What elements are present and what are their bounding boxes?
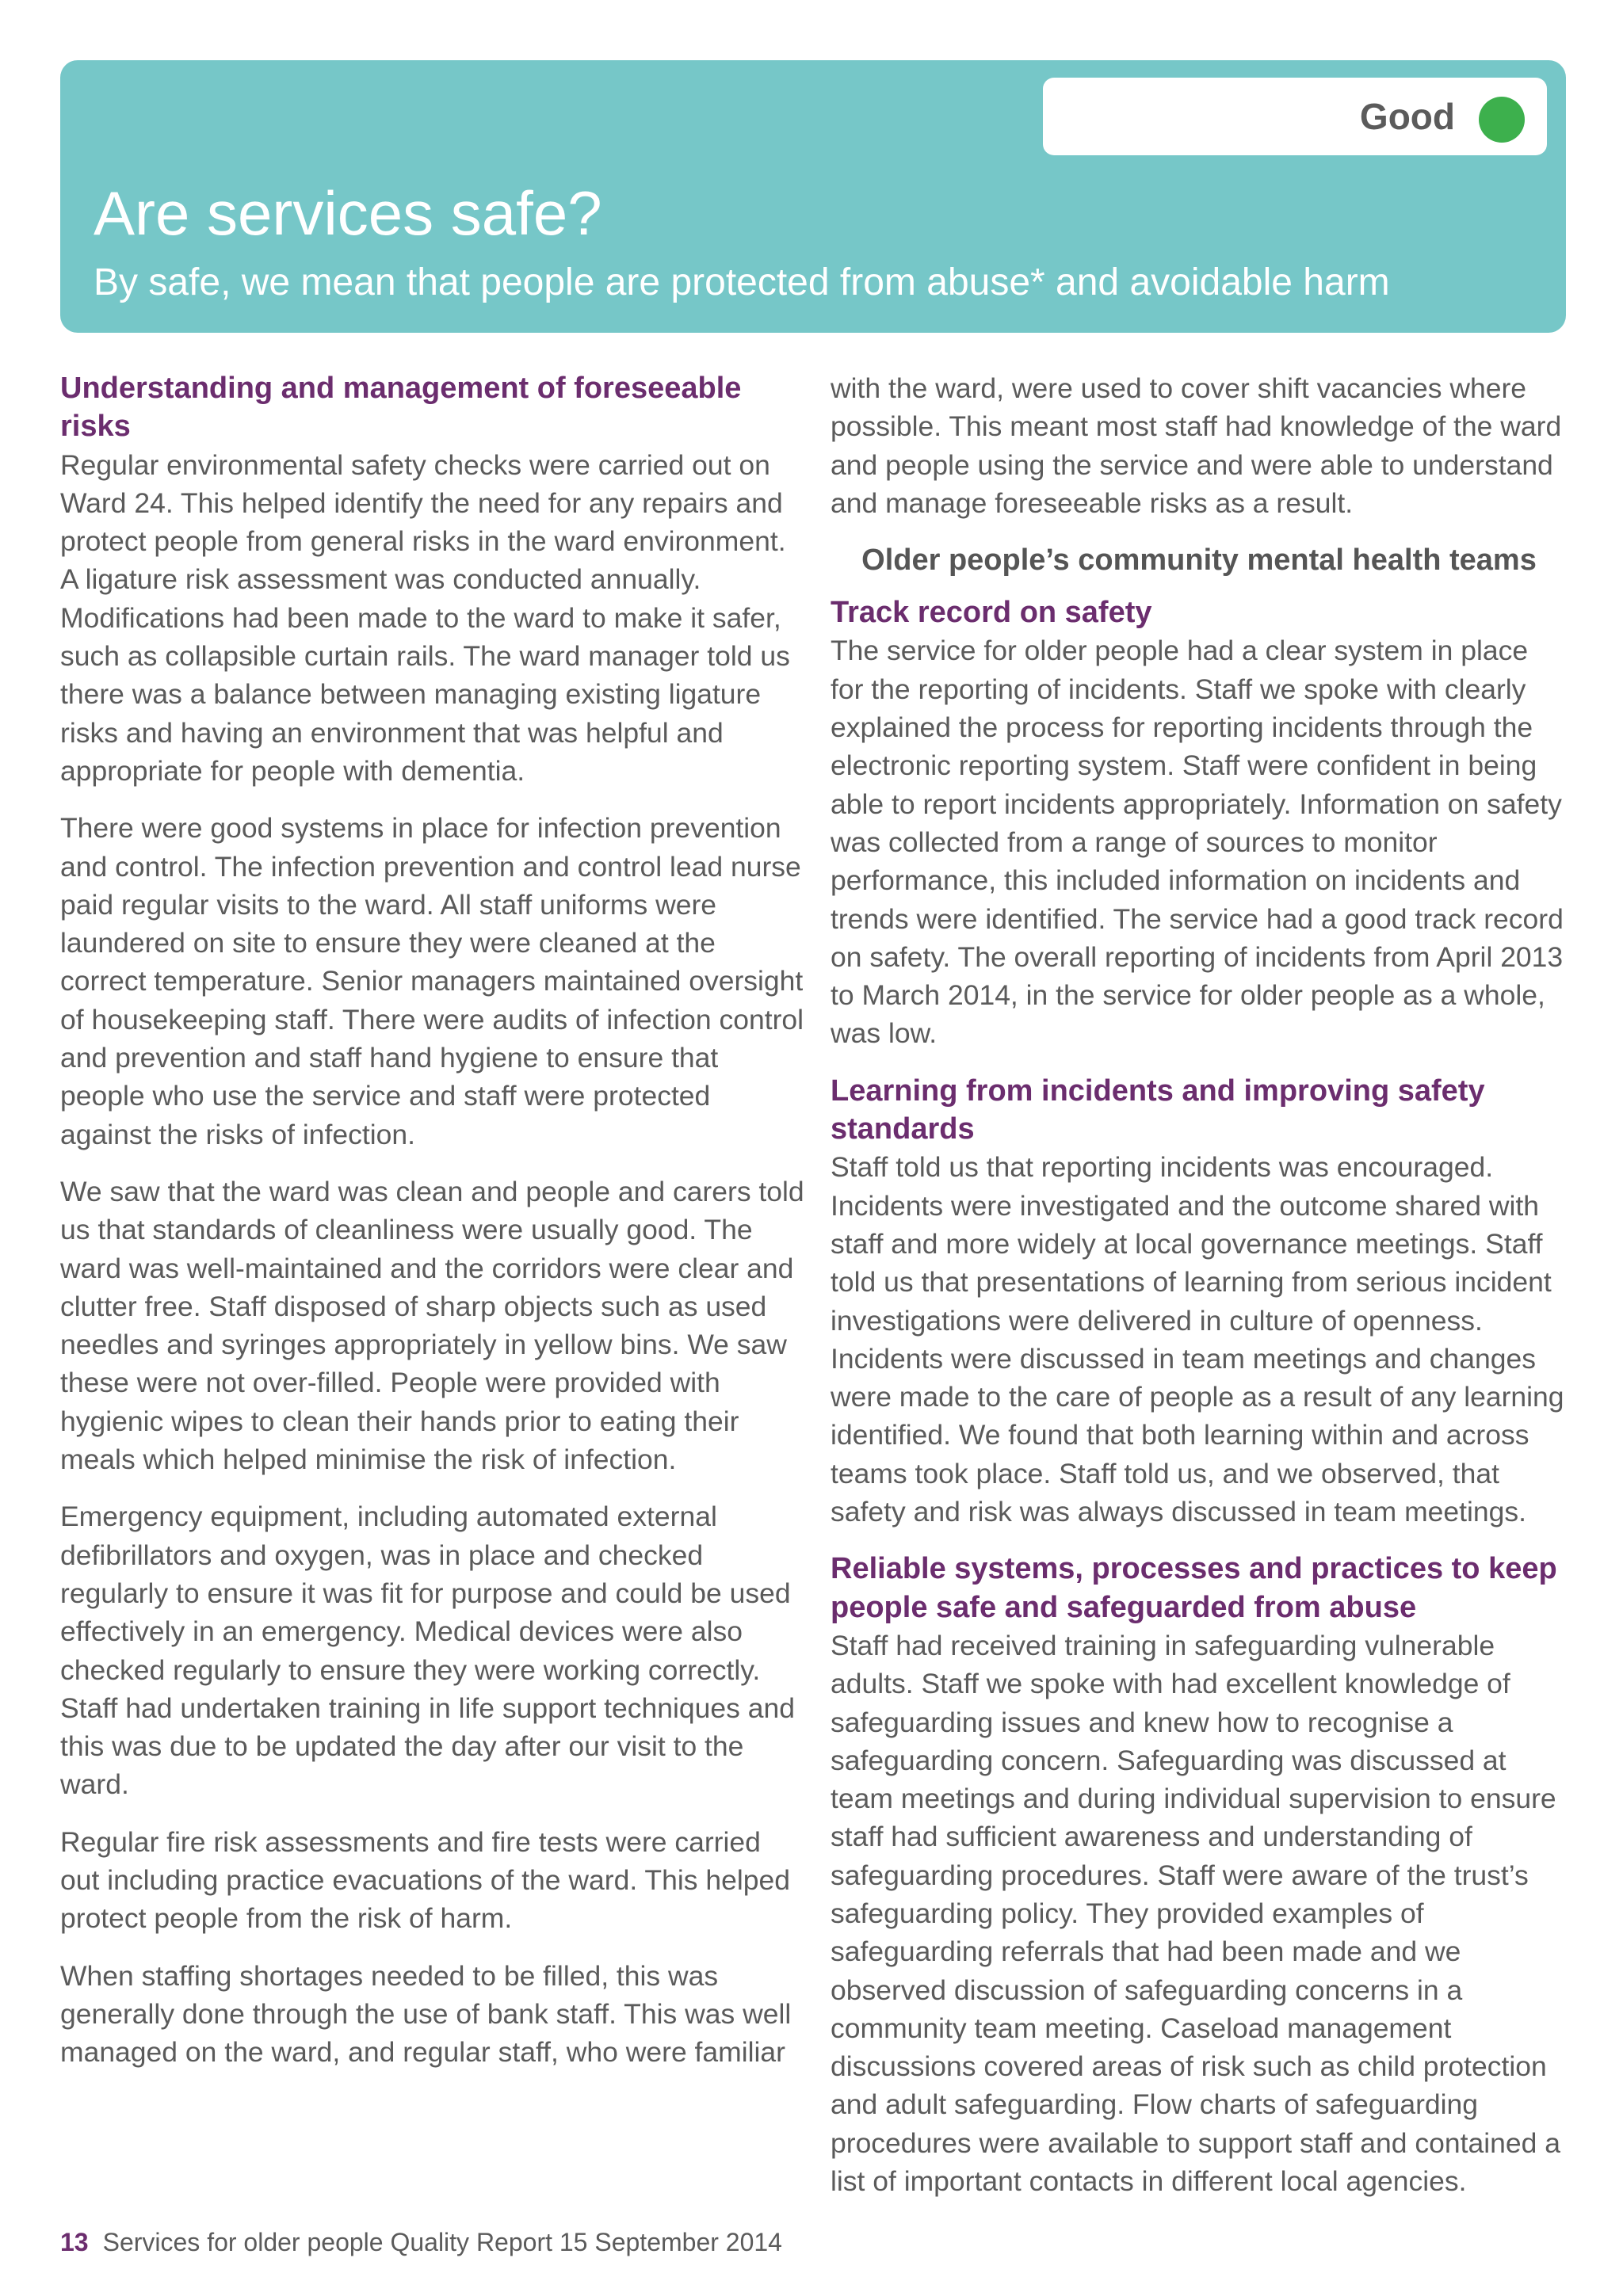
rating-dot-icon	[1479, 97, 1525, 143]
paragraph: Regular environmental safety checks were carried out on Ward 24. This helped identify the need for any repairs and protect people from general risks in the ward environment. A ligature risk assessment was conducted annually. Modifications had been made to the ward to make it safer, such as collapsible curtain rails. The ward manager told us there was a balance between managing existing ligature risks and having an environment that was helpful and appropriate for people with dementia.	[60, 448, 790, 787]
heading-learning-from-incidents: Learning from incidents and improving safety standards	[831, 1074, 1485, 1146]
section-heading-community-teams: Older people’s community mental health teams	[861, 543, 1537, 578]
paragraph: Emergency equipment, including automated external defibrillators and oxygen, was in place and checked regularly to ensure it was fit for purpose and could be used effectively in an emergency. Medical devices were also checked regularly to ensure they were working correctly. Staff had undertaken training in life support techniques and this was due to be updated the day after our visit to the ward.	[60, 1501, 795, 1801]
rating-label: Good	[1359, 96, 1455, 137]
left-column	[60, 369, 805, 2090]
paragraph: with the ward, were used to cover shift vacancies where possible. This meant most staff had knowledge of the ward and people using the service and were able to understand and manage foreseeable risks as a result.	[831, 372, 1562, 519]
heading-reliable-systems: Reliable systems, processes and practices to keep people safe and safeguarded from abuse	[831, 1552, 1557, 1624]
page-subtitle: By safe, we mean that people are protected from abuse* and avoidable harm	[94, 261, 1390, 303]
page-footer	[60, 2226, 782, 2258]
paragraph: Regular fire risk assessments and fire tests were carried out including practice evacuations of the ward. This helped protect people from the risk of harm.	[60, 1825, 790, 1935]
paragraph: The service for older people had a clear system in place for the reporting of incidents. Staff we spoke with clearly explained the process for reporting incidents through the electronic reporting system. Staff were confident in being able to report incidents appropriately. Information on safety was collected from a range of sources to monitor performance, this included information on incidents and trends were identified. The service had a good track record on safety. The overall reporting of incidents from April 2013 to March 2014, in the service for older people as a whole, was low.	[831, 635, 1564, 1050]
page-title: Are services safe?	[94, 178, 602, 248]
rating-badge	[1043, 78, 1547, 155]
paragraph: There were good systems in place for infection prevention and control. The infection prevention and control lead nurse paid regular visits to the ward. All staff uniforms were laundered on site to ensure they were cleaned at the correct temperature. Senior managers maintained oversight of housekeeping staff. There were audits of infection control and prevention and staff hand hygiene to ensure that people who use the service and staff were protected against the risks of infection.	[60, 812, 804, 1150]
paragraph: Staff had received training in safeguarding vulnerable adults. Staff we spoke with had excellent knowledge of safeguarding issues and knew how to recognise a safeguarding concern. Safeguarding was discussed at team meetings and during individual supervision to ensure staff had sufficient awareness and understanding of safeguarding procedures. Staff were aware of the trust’s safeguarding policy. They provided examples of safeguarding referrals that had been made and we observed discussion of safeguarding concerns in a community team meeting. Caseload management discussions covered areas of risk such as child protection and adult safeguarding. Flow charts of safeguarding procedures were available to support staff and contained a list of important contacts in different local agencies.	[831, 1629, 1560, 2198]
heading-track-record: Track record on safety	[831, 596, 1152, 630]
footer-text: Services for older people Quality Report 15 September 2014	[102, 2228, 782, 2256]
paragraph: We saw that the ward was clean and people and carers told us that standards of cleanliness were usually good. The ward was well-maintained and the corridors were clear and clutter free. Staff disposed of sharp objects such as used needles and syringes appropriately in yellow bins. We saw these were not over-filled. People were provided with hygienic wipes to clean their hands prior to eating their meals which helped minimise the risk of infection.	[60, 1175, 804, 1476]
paragraph: Staff told us that reporting incidents was encouraged. Incidents were investigated and the outcome shared with staff and more widely at local governance meetings. Staff told us that presentations of learning from serious incident investigations were delivered in culture of openness. Incidents were discussed in team meetings and changes were made to the care of people as a result of any learning identified. We found that both learning within and across teams took place. Staff told us, and we observed, that safety and risk was always discussed in team meetings.	[831, 1151, 1564, 1528]
page-number: 13	[60, 2228, 89, 2256]
section-banner	[60, 60, 1566, 333]
heading-foreseeable-risks: Understanding and management of foreseeable risks	[60, 372, 742, 444]
right-column	[831, 369, 1568, 2219]
paragraph: When staffing shortages needed to be filled, this was generally done through the use of bank staff. This was well managed on the ward, and regular staff, who were familiar	[60, 1959, 792, 2069]
